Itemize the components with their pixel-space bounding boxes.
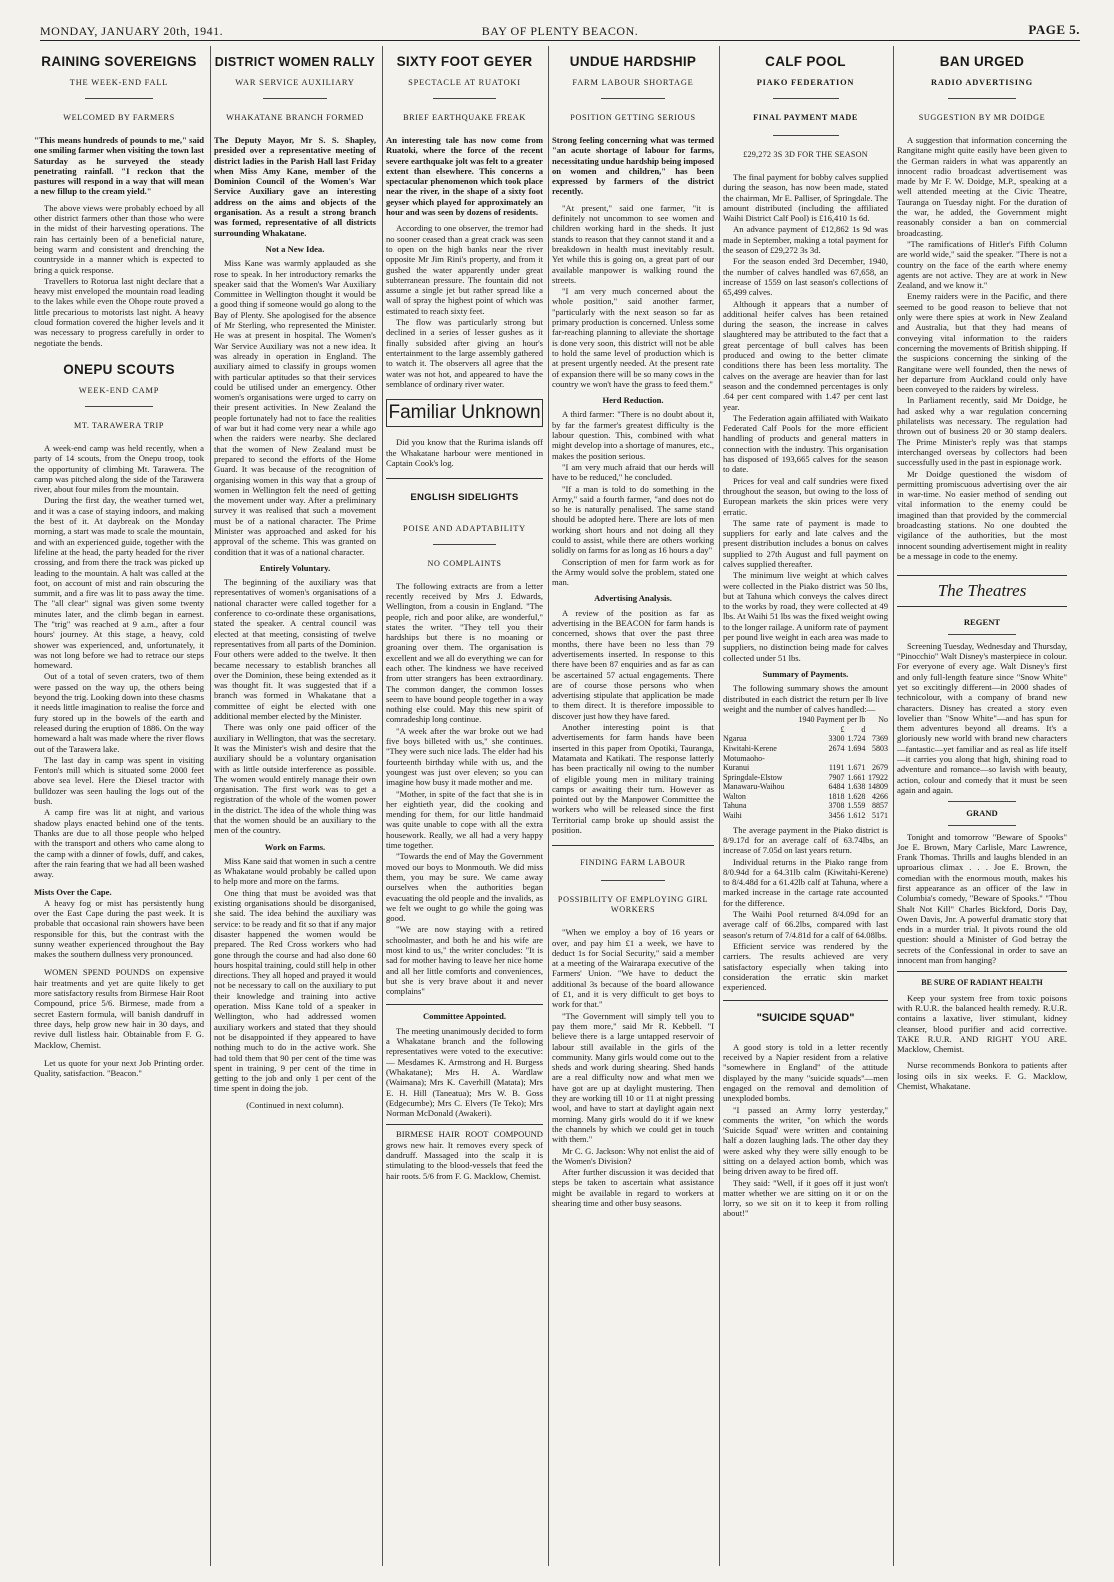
divider (948, 801, 1016, 802)
value-cell: 4266 (872, 791, 888, 801)
divider (601, 98, 666, 99)
table-row (723, 782, 888, 792)
district-cell: Motumaoho- (723, 753, 765, 763)
divider (773, 98, 839, 99)
divider (948, 98, 1016, 99)
paragraph: Enemy raiders were in the Pacific, and there seemed to be good reason to believe that not only were there spies at work in New Zealand and Australia, but that they had means of conveying vital information to the raiders concerning the movements of British shipping. If the suspicions concerning the sinking of the Rangitane were well founded, then the news of her departure from Auckland could only have been conveyed to the raiders by wireless. (897, 291, 1067, 395)
column-4 (552, 46, 717, 1570)
value-cell: 2674 (828, 743, 845, 753)
subhead: POISE AND ADAPTABILITY (402, 523, 526, 533)
subhead: PIAKO FEDERATION (756, 78, 855, 87)
value-cell: 8857 (872, 801, 888, 811)
paragraph: They said: "Well, if it goes off it just won't matter whether we are sitting on it or on the lorry, so we sit on it to keep it from rolling about!" (723, 1177, 888, 1219)
district-cell: Walton (723, 791, 746, 801)
paragraph: "When we employ a boy of 16 years or over, and pay him £1 a week, we have to deduct 1s for Social Security," said a member at a meeting of the Wairarapa executive of the Farmers' Union. "We have to deduct the additional 3s because of the board allowance of £1, and it is very difficult to get boys to work for that." (552, 927, 714, 1010)
paragraph: The average payment in the Piako district is 8/9.17d for an average calf of 63.74lbs, an increase of 7.05d on last years return. (723, 824, 888, 856)
value-cell: 17922 (868, 772, 888, 782)
paragraph: Nurse recommends Bonkora to patients after losing oils in six weeks. F. G. Macklow, Chemist, Whakatane. (897, 1060, 1067, 1092)
divider (773, 135, 839, 136)
value-cell: 1.559 (847, 801, 866, 811)
lead-paragraph: The Deputy Mayor, Mr S. S. Shapley, presided over a representative meeting of district ladies in the Parish Hall last Friday when Miss Amy Kane, member of the Dominion Council of the Women's War Service Auxiliary gave an interesting address on the aims and objects of the organisation. As a result a strong branch was formed, representative of all districts surrounding Whakatane. (214, 135, 376, 238)
headline-ban-urged: BAN URGED (939, 54, 1025, 69)
subhead: WHAKATANE BRANCH FORMED (226, 113, 364, 122)
masthead (40, 22, 1080, 41)
paragraph: During the first day, the weather turned wet, and it was a case of staying indoors, and making the best of it. At daybreak on the Monday morning, a start was made to scale the mountain, and with an experienced guide, together with the lifeline at the head, the party headed for the river crossing, and from there the track was picked up leading to the mountain. A halt was called at the foot, on account of mist and rain obscuring the summit, and a fire was lit to pass away the time. The "all clear" signal was given some twenty minutes later, and the climb began in earnest. The "trig" was reached at 9 a.m., after a four hours' journey. At this stage, a heavy, cold shower was experienced, and, unfortunately, it was not long before we had to retrace our steps homeward. (34, 495, 204, 671)
value-cell: 1.671 (847, 763, 866, 773)
divider (263, 98, 328, 99)
paragraph: Out of a total of seven craters, two of them were passed on the way up, the others being beyond the trig. Looking down into these chasms it needs little imagination to realise the force and fury stored up in the bowels of the earth and released during the eruption of 1886. On the way homeward a halt was made where the river flows out of the Tarawera lake. (34, 671, 204, 754)
paragraph: Another interesting point is that advertisements for farm hands have been inserted in this paper from Opotiki, Tauranga, Matamata and Katikati. The response latterly has been practically nil owing to the number of eligible young men in military training camps or awaiting their turn. However as pointed out by the Manpower Committee the workers who will be released since the first Territorial camp broke up should assist the position. (552, 722, 714, 835)
value-cell (793, 754, 845, 764)
paragraph: Although it appears that a number of additional heifer calves has been retained during the season, the increase in calves slaughtered may be attributed to the fact that a great percentage of bull calves has been produced and owing to the better climate conditions there has been less mortality. The calves on the average are heavier than for last season and the condemned percentages is only .64 per cent compared with 1.47 per cent last year. (723, 298, 888, 412)
paragraph: The minimum live weight at which calves were collected in the Piako district was 50 lbs, but at Tahuna which conveys the calves direct to the works by road, they were collected at 49 lbs. At Waihi 51 lbs was the fixed weight owing to the longer railage. A uniform rate of payment per pound live weight in each area was made to suppliers, no distinction being made for calves collected under 51 lbs. (723, 570, 888, 663)
table-units-row (723, 725, 888, 735)
value-cell: 3300 (828, 734, 845, 744)
paragraph: "If a man is told to do something in the Army," said a fourth farmer, "and does not do so he is naturally penalised. The same stand should be adopted here. There are lots of men working short hours and not doing all they could to assist, while there are others working solidly on farms for as long as 16 hours a day" (552, 483, 714, 556)
table-row (723, 763, 888, 773)
value-cell: 1.724 (847, 734, 866, 744)
paragraph: A camp fire was lit at night, and various shadow plays enacted behind one of the tents. Thanks are due to all those people who helped with the transport and others who came along to the camp with a dinner of fowls, duff, and cakes, after the rain fearing that we had all been washed away. (34, 807, 204, 880)
paragraph: Miss Kane said that women in such a centre as Whakatane would probably be called upon to help more and more on the farms. (214, 855, 376, 887)
value-cell: 5803 (872, 743, 888, 753)
value-cell: 3708 (828, 801, 845, 811)
paragraph: One thing that must be avoided was that existing organisations should be disorganised, she said. The idea behind the auxiliary was service: to be ready and fit so that if any major disaster happened the women would be prepared. The Red Cross workers who had gone through the course and had also done 60 hours hospital training, could still help in other directions. They all hoped and prayed it would not be necessary to call on the auxiliary to put their knowledge and training into active operation. Miss Kane told of a speaker in Wellington, who had addressed women auxiliary workers and stated that they should not be disappointed if they appeared to have nothing much to do in the active work. She had told them that 90 per cent of the time was spent in training, 9 per cent of the time in getting to the job and only 1 per cent of the time spent in doing the job. (214, 887, 376, 1094)
paragraph: "We are now staying with a retired schoolmaster, and both he and his wife are most kind to us," the writer concludes: "It is sad for mother having to leave her nice home and all her little comforts and conveniences, but she is very brave about it and never complains" (386, 924, 543, 997)
headline-raining-sovereigns: RAINING SOVEREIGNS (41, 54, 197, 69)
paragraph: "I am very much concerned about the whole position," said another farmer, "particularly with the next season so far as primary production is concerned. Unless some far-reaching planning to alleviate the shortage is done very soon, this district will not be able to hold the same level of production which is at present urgently needed. At the present rate of expansion there will be so many cows in the country we won't have the grass to feed them." (552, 286, 714, 389)
divider (948, 825, 1016, 826)
district-cell: Tahuna (723, 801, 747, 811)
table-row (723, 801, 888, 811)
paragraph: A week-end camp was held recently, when a party of 14 scouts, from the Onepu troop, took the opportunity of climbing Mt. Tarawera. The camp was pitched along the side of the Tarawera river, about four miles from the mountain. (34, 442, 204, 495)
section-heading: Work on Farms. (264, 841, 326, 852)
column-rule (382, 46, 383, 1566)
paragraph: A suggestion that information concerning the Rangitane might quite easily have been given to the German raiders in what was apparently an innocent radio broadcast advertisement was made by Mr F. W. Doidge, M.P., speaking at a well attended meeting at the Civic Theatre, Tauranga on Tuesday night. For the duration of the war, he added, the Government might reasonably consider a ban on commercial broadcasting. (897, 135, 1067, 238)
table-row (723, 734, 888, 744)
paragraph: Miss Kane was warmly applauded as she rose to speak. In her introductory remarks the speaker said that the Women's War Auxiliary Committee in Wellington thought it would be a good thing if someone would go along to the Bay of Plenty. She apologised for the absence of Mr Sterling, who represented the Minister. He was at present in hospital. The Women's War Service Auxiliary was not a new idea. It was already in operation in England. The auxiliary aimed to classify in groups women with particular aptitudes so that their services could be utilised under an emergency. Other women's organisations were urged to carry on their present activities. In New Zealand the people fortunately had not to face the realities of war but it had come very near a while ago when the raiders were nearby. She declared that the women of New Zealand must be prepared to second the efforts of the Home Guard. It was because of the recognition of organising women in this way that a group of women in Wellington felt the need of getting the movement under way. After a preliminary survey it was realised that such a movement must be of a national character. The Prime Minister was approached and asked for his approval of the scheme. This was granted on condition that it was of a national character. (214, 258, 376, 557)
subhead: NO COMPLAINTS (427, 558, 502, 568)
table-header: per lb (846, 715, 866, 725)
divider (433, 98, 496, 99)
district-cell: Manawaru-Waihou (723, 782, 785, 792)
advertisement: BIRMESE HAIR ROOT COMPOUND grows new hair. It removes every speck of dandruff. Massaged into the scalp it is stimulating to the blood-vessels that feed the hair roots. 5/6 from F. G. Macklow, Chemist. (386, 1129, 543, 1181)
subhead: FARM LABOUR SHORTAGE (572, 78, 694, 87)
paragraph: For the season ended 3rd December, 1940, the number of calves handled was 67,658, an increase of 1559 on last season's collections of 65,499 calves. (723, 256, 888, 298)
subhead: SUGGESTION BY MR DOIDGE (918, 113, 1046, 122)
column-rule (719, 46, 720, 1566)
headline-the-theatres: The Theatres (937, 581, 1027, 601)
headline-suicide-squad: "SUICIDE SQUAD" (756, 1012, 855, 1025)
column-6 (897, 46, 1070, 1570)
district-cell: Kuranui (723, 763, 750, 773)
subhead: FINAL PAYMENT MADE (753, 113, 858, 122)
section-heading: REGENT (963, 617, 1001, 628)
value-cell: 14809 (868, 782, 888, 792)
value-cell: 1.661 (847, 772, 866, 782)
paragraph: A good story is told in a letter recently received by a Napier resident from a relative "somewhere in England" of the attitude displayed by the many "suicide squads"—men engaged on the removal and demolition of unexploded bombs. (723, 1041, 888, 1104)
page-number: PAGE 5. (1028, 22, 1080, 37)
section-heading: GRAND (966, 808, 998, 819)
subhead: BRIEF EARTHQUAKE FREAK (403, 113, 526, 122)
headline-calf-pool: CALF POOL (765, 54, 846, 69)
paragraph: According to one observer, the tremor had no sooner ceased than a great crack was seen to open on the high banks near the river opposite Mr Jim Rini's property, and from it gushed the water apparently under great subterranean pressure. The fountain did not assume a single jet but rather spread like a wall of spray the highest point of which was estimated to reach sixty feet. (386, 223, 543, 316)
table-unit (723, 725, 793, 735)
subhead: RADIO ADVERTISING (931, 78, 1033, 87)
table-header: No (878, 715, 888, 725)
paragraph: "Mother, in spite of the fact that she is in her eightieth year, did the cooking and mending for them, for our little handmaid was quite unable to cope with all the extra housework. Really, we all had a very happy time together. (386, 788, 543, 851)
paragraph: Screening Tuesday, Wednesday and Thursday, "Pinocchio" Walt Disney's masterpiece in colour. For everyone of every age. Walt Disney's first and only full-length feature since "Snow White" yet so excitingly different—in 2000 shades of technicolour, with a company of brand new characters. Disney has created a story even lovelier than "Snow White"—and has spun for them adventures beyond all dreams. It's a gloriously new world with brand new characters—fantastic—yet familiar and as real as life itself—it carries you along that high, shining road to adventure and romance—so lavish with beauty, action, colour and comedy that it must be seen again and again. (897, 640, 1067, 795)
continued-note: (Continued in next column). (246, 1099, 344, 1110)
table-unit: £ (840, 724, 845, 734)
paragraph: A heavy fog or mist has persistently hung over the East Cape during the past week. It is probable that occasional rain showers have been responsible for this, but the contrast with the sunny weather experienced throughout the Bay makes the southern dullness very pronounced. (34, 897, 204, 960)
paragraph: The last day in camp was spent in visiting Fenton's mill which is situated some 2000 feet above sea level. Here the Diesel tractor with bulldozer was seen hauling the logs out of the bush. (34, 754, 204, 807)
district-cell: Kiwitahi-Kerene (723, 743, 777, 753)
paragraph: An advance payment of £12,862 1s 9d was made in September, making a total payment for the season of £29,272 3s 3d. (723, 224, 888, 256)
headline-undue-hardship: UNDUE HARDSHIP (569, 54, 697, 69)
subhead: MT. TARAWERA TRIP (73, 420, 165, 430)
divider (85, 406, 153, 407)
section-heading: Advertising Analysis. (594, 593, 672, 604)
district-cell: Springdale-Elstow (723, 772, 783, 782)
value-cell (865, 754, 888, 764)
table-header: 1940 Payment (798, 715, 845, 725)
paragraph: Travellers to Rotorua last night declare that a heavy mist enveloped the mountain road leading to the lakes while even the Ohope route proved a little precarious to motorists last night. A heavy cloud formation covered the higher levels and it was necessary to progress carefully in order to negotiate the bends. (34, 275, 204, 348)
divider (433, 544, 496, 545)
section-heading: Committee Appointed. (422, 1011, 507, 1022)
headline-district-women-rally: DISTRICT WOMEN RALLY (214, 55, 376, 69)
paragraph: Efficient service was rendered by the carriers. The results achieved are very satisfactory especially when taking into consideration the erratic skin market experienced. (723, 940, 888, 993)
lead-paragraph: "This means hundreds of pounds to me," said one smiling farmer when visiting the town last Saturday as he surveyed the steady penetrating rainfall. "I reckon that the pastures will respond in a way that will mean a new fillup to the cream yield." (34, 135, 204, 197)
column-2 (214, 46, 379, 1570)
paragraph: The final payment for bobby calves supplied during the season, has now been made, stated the chairman, Mr E. Palliser, of Springdale. The amount distributed (including the affiliated Waihi District Calf Pool) is £16,410 1s 6d. (723, 172, 888, 224)
paragraph: Keep your system free from toxic poisons with R.U.R. the balanced health remedy. R.U.R. contains a laxative, liver stimulant, kidney cleanser, blood purifier and acid corrective. TAKE R.U.R. AND RIGHT YOU ARE. Macklow, Chemist. (897, 992, 1067, 1055)
paragraph: Tonight and tomorrow "Beware of Spooks" Joe E. Brown, Mary Carlisle, Marc Lawrence, Frank Thomas. Thrills and laughs blended in an uproarious climax . . . Joe E. Brown, the comedian with the enormous mouth, makes his first appearance as an officer of the law in Columbia's comedy, "Beware of Spooks." "Thou Shalt Not Kill" Charles Bickford, Doris Day, Owen Davis, Jnr. A powerful dramatic story that ends in a murder trial. It pivots round the old question: should a Minister of God betray the secrets of the Confessional in order to save an innocent man from hanging? (897, 831, 1067, 966)
value-cell: 2679 (872, 763, 888, 773)
advertisement: WOMEN SPEND POUNDS on expensive hair treatments and yet are quite likely to get more satisfactory results from Birmese Hair Root Compound, price 5/6. Birmese, made from a secret Eastern formula, will banish dandruff in three days, help grow new hair in 30 days, and revive dull listless hair. Obtainable from F. G. Macklow, Chemist. (34, 967, 204, 1050)
section-heading: Entirely Voluntary. (259, 562, 331, 573)
paragraph: The flow was particularly strong but declined in a series of lesser gushes as it finally subsided after giving an hour's entertainment to the large assembly gathered to watch it. The observers all agree that the water was not hot, and appeared to have the semblance of ordinary river water. (386, 317, 543, 389)
divider (948, 634, 1016, 635)
value-cell: 5171 (872, 811, 888, 821)
divider (85, 98, 153, 99)
table-row (723, 744, 888, 754)
paragraph: "At present," said one farmer, "it is definitely not uncommon to see women and children working hard in the sheds. It just stands to reason that they cannot stand it and a breakdown in health must inevitably result. Yet while this is going on, a great part of our available manpower is walking round the streets. (552, 202, 714, 285)
paragraph: Mr Doidge questioned the wisdom of permitting promiscuous advertising over the air in war-time. No easier method of sending out vital information to the enemy could be imagined than that provided by the commercial broadcasting stations. No one doubted the vigilance of the authorities, but the most innocent sounding advertisement might in reality be a message in code to the enemy. (897, 468, 1067, 561)
value-cell: 1.694 (847, 743, 866, 753)
section-heading: Mists Over the Cape. (34, 887, 112, 898)
value-cell: 1818 (828, 791, 845, 801)
paragraph: The Federation again affiliated with Waikato Federated Calf Pools for the more efficient handling of products and general matters in connection with the industry. This organisation has disposed of 193,665 calves for the season to date. (723, 412, 888, 475)
value-cell: 7907 (828, 772, 845, 782)
subhead: THE WEEK-END FALL (69, 78, 169, 87)
lead-paragraph: Strong feeling concerning what was termed "an acute shortage of labour for farms, necessitating undue hardship being imposed on women and children," has been expressed by farmers of the district recently. (552, 135, 714, 197)
table-row (723, 792, 888, 802)
paragraph: Mr C. G. Jackson: Why not enlist the aid of the Women's Division? (552, 1145, 714, 1166)
paragraph: "I passed an Army lorry yesterday," comments the writer, "on which the words 'Suicide Squad' were written and containing half a dozen laughing lads. The other day they were asked why they were silly enough to be sitting on a delayed action bomb, which was being driven away to be fired off. (723, 1104, 888, 1177)
divider (601, 880, 666, 881)
section-heading: Summary of Payments. (762, 668, 849, 679)
column-3 (386, 46, 546, 1570)
paragraph: Did you know that the Rurima islands off the Whakatane harbour were mentioned in Captain Cook's log. (386, 437, 543, 469)
paragraph: Individual returns in the Piako range from 8/0.94d for a 64.31lb calm (Kiwitahi-Kerene) to 8/4.48d for a 61.42lb calf at Tahuna, where a marked increase in the cartage rate accounted for the difference. (723, 856, 888, 908)
paragraph: There was only one paid officer of the auxiliary in Wellington, that was the secretary. It was the Minister's wish and desire that the auxiliary should be a voluntary organisation with as little outside interference as possible. The women would entirely manage their own organisation. The first work was to get a registration of the whole of the women power in the district. The idea of the whole thing was that the women should be an auxiliary to the men of the country. (214, 722, 376, 836)
headline-onepu-scouts: ONEPU SCOUTS (63, 361, 175, 377)
table-header (723, 715, 793, 725)
paragraph: "Towards the end of May the Government moved our boys to Monmouth. We did miss them, you may be sure. We came away ourselves when the authorities began evacuating the old people and the invalids, as we felt we ought to go while the going was good. (386, 851, 543, 924)
paragraph: "The Government will simply tell you to pay them more," said Mr R. Kebbell. "I believe there is a large untapped reservoir of labour still available in the girls of the community. Many girls would come out to the sheds and work during shearing. Shed hands are a real difficulty now and what men we have got are up at daylight mustering. Then they are working till 10 or 11 at night pressing wool, and have to start at daylight again next morning. Many girls would do it if we knew the channels by which we could get in touch with them." (552, 1010, 714, 1145)
value-cell: 1.628 (847, 791, 866, 801)
headline-sixty-foot-geyer: SIXTY FOOT GEYER (396, 54, 533, 69)
section-heading: BE SURE OF RADIANT HEALTH (921, 978, 1043, 988)
column-rule (210, 46, 211, 1566)
paragraph: Prices for veal and calf sundries were fixed throughout the season, but owing to the loss of European markets the skin prices were very erratic. (723, 475, 888, 517)
payments-table (723, 715, 888, 821)
value-cell: 1.612 (847, 811, 866, 821)
paragraph: "The ramifications of Hitler's Fifth Column are world wide," said the speaker. "There is not a country on the face of the earth where enemy agents are not active. They are at work in New Zealand, and we know it." (897, 238, 1067, 291)
column-rule (548, 46, 549, 1566)
theatres-banner (897, 575, 1067, 607)
section-heading: Not a New Idea. (265, 243, 325, 254)
value-cell: 6484 (828, 782, 845, 792)
table-row (723, 754, 888, 764)
column-5 (723, 46, 891, 1570)
paragraph: The above views were probably echoed by all other district farmers other than those who were in the midst of their harvesting operations. The rain has certainly been of a beneficial nature, being warm and consistent and drenching the countryside in a manner which is expected to bring a quick response. (34, 202, 204, 275)
paragraph: A third farmer: "There is no doubt about it, by far the farmer's greatest difficulty is the labour question. This, combined with what might develop into a shortage of manures, etc., makes the position serious. (552, 409, 714, 461)
paragraph: "A week after the war broke out we had five boys billeted with us," she continues. "They were such nice lads. The elder had his fourteenth birthday while with us, and the youngest was just over eleven; so you can imagine how busy it made mother and me. (386, 725, 543, 788)
value-cell: 3456 (828, 811, 845, 821)
subhead: POSSIBILITY OF EMPLOYING GIRL WORKERS (557, 895, 709, 915)
district-cell: Ngarua (723, 734, 747, 744)
subhead: SPECTACLE AT RUATOKI (408, 78, 521, 87)
section-heading: Herd Reduction. (602, 395, 664, 406)
subhead: £29,272 3S 3D FOR THE SEASON (743, 150, 868, 159)
headline-english-sidelights: ENGLISH SIDELIGHTS (410, 492, 519, 504)
paragraph: The Waihi Pool returned 8/4.09d for an average calf of 66.2lbs, compared with last season's return of 7/4.81d for a calf of 64.08lbs. (723, 909, 888, 940)
district-cell: Waihi (723, 811, 742, 821)
subhead: WEEK-END CAMP (78, 385, 160, 395)
table-header-row (723, 715, 888, 725)
table-row (723, 773, 888, 783)
familiar-unknown-box (386, 399, 543, 427)
subhead: POSITION GETTING SERIOUS (570, 113, 696, 122)
paragraph: A review of the position as far as advertising in the BEACON for farm hands is concerned, shows that over the past three months, there have been no less than 79 advertisements inserted. In response to this there have been 87 enquiries and as far as can be ascertained 57 actual engagements. There are of course those persons who when advertising stipulate that application be made to them direct. It is therefore impossible to discover just how they have fared. (552, 607, 714, 721)
paragraph: The following extracts are from a letter recently received by Mrs J. Edwards, Wellington, from a cousin in England. "The people, rich and poor alike, are wonderful," states the writer. "They tell you their hardships but there is no moaning or groaning over them. The organisation is excellent and we all do everything we can for each other. The kindness we have received from utter strangers has been extraordinary. The common danger, the common losses seem to have bound people together in a way nothing else could. May this new spirit of comradeship long continue. (386, 580, 543, 725)
paragraph: The same rate of payment is made to suppliers for early and late calves and the present distribution includes a bonus on calves supplied to 27th August and full payment on calves supplied thereafter. (723, 517, 888, 569)
newspaper-name: BAY OF PLENTY BEACON. (481, 24, 639, 38)
paragraph: "I am very much afraid that our herds will have to be reduced," he concluded. (552, 461, 714, 483)
lead-paragraph: An interesting tale has now come from Ruatoki, where the force of the recent severe earthquake jolt was felt to a greater extent than elsewhere. This concerns a spectacular phenomenon which took place near the river, in the shape of a sixty foot geyser which played for approximately an hour and was seen by dozens of residents. (386, 135, 543, 218)
table-row (723, 811, 888, 821)
paragraph: After further discussion it was decided that steps be taken to ascertain what assistance might be available in regard to workers at shearing time and other busy seasons. (552, 1167, 714, 1209)
value-cell (845, 754, 866, 764)
column-rule (893, 46, 894, 1566)
value-cell: 1191 (828, 763, 845, 773)
value-cell: 1.638 (847, 782, 866, 792)
subhead: WAR SERVICE AUXILIARY (235, 78, 355, 87)
suicide-squad-section (723, 1000, 888, 1031)
table-unit: d (861, 724, 866, 734)
column-1 (34, 46, 207, 1570)
headline-familiar-unknown: Familiar Unknown (388, 402, 541, 424)
table-unit (865, 725, 888, 735)
paragraph: The beginning of the auxiliary was that representatives of women's organisations of a national character were called together for a conference to co-ordinate these organisations, stated the speaker. A central council was elected at that meeting, consisting of twelve representatives from all parts of the Dominion. Four others were added to the twelve. It then became necessary to establish branches all over the Dominion, these being extended as it was thought fit. It was suggested that if a branch was formed in Whakatane that a committee of eight be elected with one additional member elected by the Minister. (214, 577, 376, 722)
paragraph: The meeting unanimously decided to form a Whakatane branch and the following representatives were voted to the executive:— Mesdames K. Armstrong and H. Burgess (Whakatane); Mrs H. A. Wardlaw (Waimana); Mrs K. Caverhill (Matata); Mrs E. H. Hill (Taneatua); Mrs W. B. Goss (Edgecumbe); Mrs C. Elvers (Te Teko); Mrs Norman McDonald (Awakeri). (386, 1025, 543, 1119)
value-cell: 7369 (872, 734, 888, 744)
paragraph: Conscription of men for farm work as for the Army would solve the problem, stated one man. (552, 556, 714, 588)
advertisement: Let us quote for your next Job Printing order. Quality, satisfaction. "Beacon." (34, 1057, 204, 1079)
subhead: WELCOMED BY FARMERS (63, 113, 175, 122)
issue-date: MONDAY, JANUARY 20th, 1941. (40, 24, 224, 38)
paragraph: The following summary shows the amount distributed in each district the return per lb live weight and the number of calves handled:— (723, 683, 888, 714)
english-sidelights-section (386, 478, 543, 513)
paragraph: In Parliament recently, said Mr Doidge, he had asked why a war regulation concerning philatelists was necessary. The regulation had thrown out of business 20 or 30 stamp dealers. The Prime Minister's reply was that stamps interchanged overseas by collectors had been successfully used in the past in espionage work. (897, 395, 1067, 468)
headline-finding-farm-labour: FINDING FARM LABOUR (580, 858, 686, 868)
